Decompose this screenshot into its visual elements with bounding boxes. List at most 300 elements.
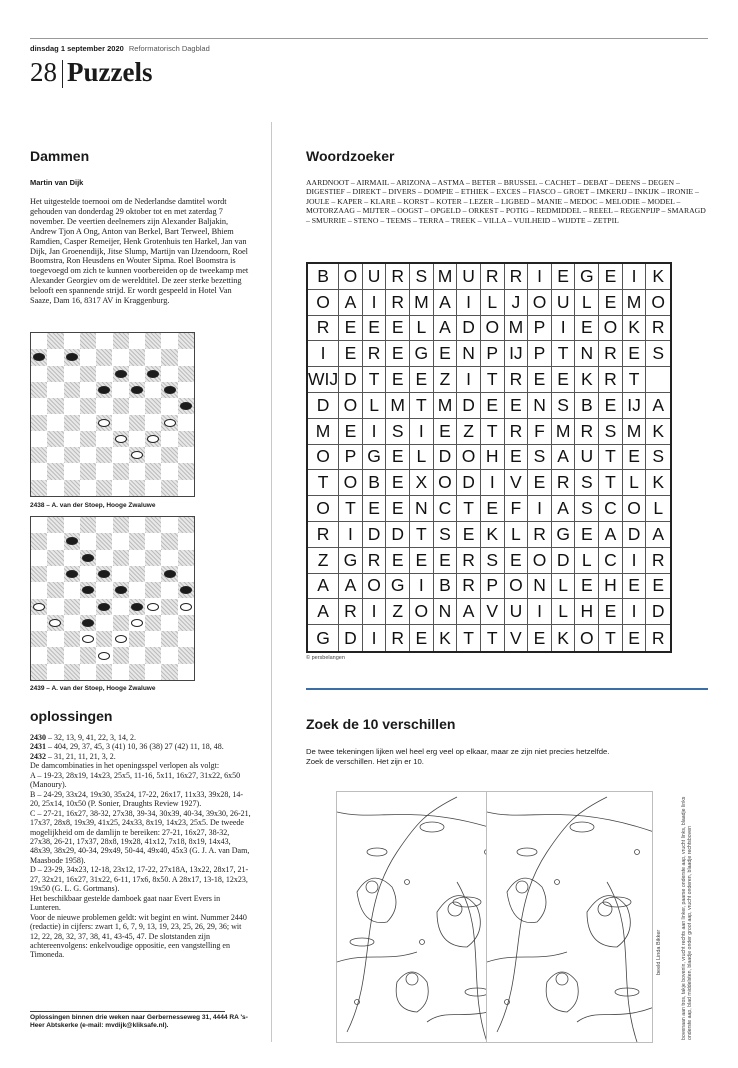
grid-cell[interactable]: T (552, 341, 576, 367)
grid-cell[interactable]: S (575, 496, 599, 522)
grid-cell[interactable]: B (363, 470, 387, 496)
grid-cell[interactable]: E (646, 574, 670, 600)
grid-cell[interactable]: A (646, 393, 670, 419)
grid-cell[interactable]: E (528, 625, 552, 651)
grid-cell[interactable]: K (646, 264, 670, 290)
grid-cell[interactable]: G (308, 625, 339, 651)
grid-cell[interactable]: V (505, 625, 529, 651)
grid-cell[interactable]: T (363, 367, 387, 393)
board-square (96, 582, 112, 598)
board-square (178, 447, 194, 463)
grid-cell[interactable]: S (434, 522, 458, 548)
board-square (129, 333, 145, 349)
grid-cell[interactable]: D (434, 445, 458, 471)
grid-cell[interactable]: O (528, 290, 552, 316)
grid-cell[interactable]: M (434, 264, 458, 290)
grid-cell[interactable]: O (481, 316, 505, 342)
grid-cell[interactable]: S (481, 548, 505, 574)
board-square (145, 582, 161, 598)
grid-cell[interactable]: L (575, 548, 599, 574)
black-piece (98, 603, 110, 611)
board-square (161, 533, 177, 549)
board-square (161, 582, 177, 598)
grid-cell[interactable]: M (308, 419, 339, 445)
grid-cell[interactable]: R (528, 522, 552, 548)
grid-cell[interactable]: E (434, 548, 458, 574)
board-square (113, 599, 129, 615)
solution-paragraph: A – 19-23, 28x19, 14x23, 25x5, 11-16, 5x11, 16x27, 31x22, 6x50 (Manoury). (30, 770, 241, 790)
grid-cell[interactable]: A (457, 599, 481, 625)
grid-cell[interactable]: M (623, 419, 647, 445)
grid-cell[interactable]: N (434, 599, 458, 625)
grid-cell[interactable]: Z (386, 599, 410, 625)
grid-cell[interactable]: I (308, 341, 339, 367)
grid-cell[interactable]: O (339, 264, 363, 290)
grid-cell[interactable]: T (457, 496, 481, 522)
grid-cell[interactable]: E (599, 264, 623, 290)
page-number: 28 (30, 57, 57, 87)
grid-cell[interactable]: E (505, 548, 529, 574)
grid-cell[interactable]: U (552, 290, 576, 316)
board-square (161, 664, 177, 680)
grid-cell[interactable]: I (410, 419, 434, 445)
board-square (64, 582, 80, 598)
grid-cell[interactable]: D (646, 599, 670, 625)
grid-cell[interactable]: T (623, 367, 647, 393)
grid-cell[interactable]: E (457, 522, 481, 548)
board-square (47, 480, 63, 496)
grid-cell[interactable]: P (528, 316, 552, 342)
grid-cell[interactable]: E (434, 341, 458, 367)
grid-cell[interactable]: E (386, 445, 410, 471)
grid-cell[interactable]: M (434, 393, 458, 419)
grid-cell[interactable]: R (386, 264, 410, 290)
board-square (129, 582, 145, 598)
grid-cell[interactable]: N (575, 341, 599, 367)
header-dateline (30, 44, 210, 53)
board-square (113, 615, 129, 631)
grid-cell[interactable]: T (599, 470, 623, 496)
grid-cell[interactable]: R (457, 548, 481, 574)
grid-cell[interactable]: X (410, 470, 434, 496)
board-square (96, 480, 112, 496)
header-publication: Reformatorisch Dagblad (128, 44, 210, 53)
grid-cell[interactable]: H (481, 445, 505, 471)
grid-cell[interactable]: R (308, 316, 339, 342)
grid-cell[interactable]: K (646, 470, 670, 496)
board-square (145, 463, 161, 479)
grid-cell[interactable]: E (505, 445, 529, 471)
board-square (31, 398, 47, 414)
grid-cell[interactable]: K (575, 367, 599, 393)
grid-cell[interactable]: O (599, 316, 623, 342)
grid-cell[interactable]: O (339, 393, 363, 419)
grid-cell[interactable]: Z (434, 367, 458, 393)
grid-cell[interactable]: E (599, 599, 623, 625)
drawing-left[interactable] (336, 791, 503, 1043)
grid-cell[interactable]: Z (308, 548, 339, 574)
grid-cell[interactable]: A (339, 574, 363, 600)
grid-cell[interactable]: A (434, 316, 458, 342)
board-square (145, 382, 161, 398)
grid-cell[interactable]: R (599, 367, 623, 393)
solutions-title: oplossingen (30, 708, 113, 724)
grid-cell[interactable]: M (552, 419, 576, 445)
grid-cell[interactable]: D (457, 470, 481, 496)
grid-cell[interactable]: R (505, 367, 529, 393)
grid-cell[interactable]: H (599, 574, 623, 600)
grid-cell[interactable]: I (481, 470, 505, 496)
grid-cell[interactable]: N (457, 341, 481, 367)
grid-cell[interactable]: A (552, 496, 576, 522)
grid-cell[interactable]: I (552, 316, 576, 342)
board-square (31, 647, 47, 663)
grid-cell[interactable]: K (434, 625, 458, 651)
board-square (129, 431, 145, 447)
grid-cell[interactable]: E (575, 316, 599, 342)
board-square (80, 447, 96, 463)
grid-cell[interactable]: E (528, 367, 552, 393)
grid-cell[interactable]: M (410, 290, 434, 316)
grid-cell[interactable]: J (505, 290, 529, 316)
grid-cell[interactable]: L (623, 470, 647, 496)
grid-cell[interactable]: K (552, 625, 576, 651)
grid-cell[interactable]: R (481, 264, 505, 290)
monkey-jungle-illustration-right (487, 792, 653, 1043)
grid-cell[interactable]: O (528, 548, 552, 574)
grid-cell[interactable]: D (386, 522, 410, 548)
grid-cell[interactable]: A (308, 574, 339, 600)
grid-cell[interactable]: A (552, 445, 576, 471)
board-square (129, 415, 145, 431)
grid-cell[interactable]: E (386, 470, 410, 496)
grid-cell[interactable]: K (481, 522, 505, 548)
board-square (47, 463, 63, 479)
white-piece (131, 619, 143, 627)
grid-cell[interactable]: IJ (505, 341, 529, 367)
grid-cell[interactable]: G (339, 548, 363, 574)
grid-cell[interactable]: I (623, 599, 647, 625)
grid-cell[interactable]: E (599, 393, 623, 419)
grid-cell[interactable]: L (646, 496, 670, 522)
grid-cell[interactable]: R (646, 316, 670, 342)
grid-cell[interactable]: E (481, 496, 505, 522)
grid-cell[interactable]: D (308, 393, 339, 419)
grid-cell[interactable]: Z (457, 419, 481, 445)
grid-cell[interactable]: D (457, 393, 481, 419)
grid-cell[interactable]: O (646, 290, 670, 316)
grid-cell[interactable]: M (623, 290, 647, 316)
grid-cell[interactable]: D (339, 367, 363, 393)
grid-cell[interactable]: K (646, 419, 670, 445)
grid-cell[interactable]: O (410, 599, 434, 625)
grid-cell[interactable]: O (505, 574, 529, 600)
grid-cell[interactable]: L (552, 574, 576, 600)
board-square (161, 647, 177, 663)
grid-cell[interactable]: D (552, 548, 576, 574)
grid-cell[interactable]: E (410, 548, 434, 574)
grid-cell[interactable]: R (646, 548, 670, 574)
grid-cell[interactable]: O (434, 470, 458, 496)
grid-cell[interactable]: F (505, 496, 529, 522)
grid-cell[interactable]: O (623, 496, 647, 522)
board-square (47, 647, 63, 663)
grid-cell[interactable]: V (481, 599, 505, 625)
board-square (47, 447, 63, 463)
board-square (64, 599, 80, 615)
board-square (64, 664, 80, 680)
grid-cell[interactable]: A (339, 290, 363, 316)
grid-cell[interactable]: S (410, 264, 434, 290)
grid-cell[interactable]: A (646, 522, 670, 548)
grid-cell[interactable]: S (386, 419, 410, 445)
board-square (113, 463, 129, 479)
grid-cell[interactable]: R (457, 574, 481, 600)
grid-cell[interactable]: N (528, 393, 552, 419)
grid-cell[interactable]: T (308, 470, 339, 496)
grid-cell[interactable]: E (363, 496, 387, 522)
board-square (31, 431, 47, 447)
grid-cell[interactable]: E (599, 290, 623, 316)
grid-cell[interactable]: I (457, 290, 481, 316)
grid-cell[interactable]: H (575, 599, 599, 625)
grid-cell[interactable]: E (528, 470, 552, 496)
grid-cell[interactable]: E (339, 341, 363, 367)
board-square (178, 431, 194, 447)
grid-cell[interactable]: R (363, 548, 387, 574)
solution-line: 2432 – 31, 21, 11, 21, 3, 2. (30, 751, 116, 761)
black-piece (98, 570, 110, 578)
grid-cell[interactable]: E (386, 367, 410, 393)
grid-cell[interactable]: T (457, 625, 481, 651)
grid-cell[interactable]: U (575, 445, 599, 471)
grid-cell[interactable]: O (308, 445, 339, 471)
grid-cell[interactable]: S (575, 470, 599, 496)
grid-cell[interactable]: E (505, 393, 529, 419)
board-square (178, 631, 194, 647)
grid-cell[interactable] (646, 367, 670, 393)
board-square (113, 447, 129, 463)
grid-cell[interactable]: G (575, 264, 599, 290)
grid-cell[interactable]: V (505, 470, 529, 496)
grid-cell[interactable]: T (599, 445, 623, 471)
board-square (64, 615, 80, 631)
grid-cell[interactable]: S (646, 341, 670, 367)
grid-cell[interactable]: I (623, 548, 647, 574)
grid-cell[interactable]: I (363, 290, 387, 316)
grid-cell[interactable]: R (386, 290, 410, 316)
grid-cell[interactable]: S (528, 445, 552, 471)
grid-cell[interactable]: I (528, 599, 552, 625)
grid-cell[interactable]: O (308, 496, 339, 522)
board-square (96, 615, 112, 631)
board-square (96, 366, 112, 382)
grid-cell[interactable]: U (457, 264, 481, 290)
grid-cell[interactable]: T (481, 419, 505, 445)
board-square (129, 517, 145, 533)
grid-cell[interactable]: P (481, 574, 505, 600)
grid-cell[interactable]: O (339, 470, 363, 496)
grid-cell[interactable]: L (505, 522, 529, 548)
grid-cell[interactable]: E (339, 419, 363, 445)
board-square (113, 517, 129, 533)
board-square (161, 615, 177, 631)
white-piece (33, 603, 45, 611)
grid-cell[interactable]: B (308, 264, 339, 290)
grid-cell[interactable]: G (410, 341, 434, 367)
grid-cell[interactable]: E (410, 367, 434, 393)
grid-cell[interactable]: L (575, 290, 599, 316)
grid-cell[interactable]: S (646, 445, 670, 471)
draughts-board-2439 (30, 516, 195, 681)
grid-cell[interactable]: T (481, 625, 505, 651)
grid-cell[interactable]: R (505, 419, 529, 445)
grid-cell[interactable]: L (552, 599, 576, 625)
grid-cell[interactable]: T (481, 367, 505, 393)
grid-cell[interactable]: E (386, 341, 410, 367)
grid-cell[interactable]: E (623, 574, 647, 600)
grid-cell[interactable]: R (339, 599, 363, 625)
grid-cell[interactable]: D (339, 625, 363, 651)
drawing-right[interactable] (486, 791, 653, 1043)
grid-cell[interactable]: T (410, 522, 434, 548)
board-square (47, 517, 63, 533)
grid-cell[interactable]: A (599, 522, 623, 548)
white-piece (98, 652, 110, 660)
grid-cell[interactable]: A (308, 599, 339, 625)
grid-cell[interactable]: G (386, 574, 410, 600)
board-square (64, 431, 80, 447)
grid-cell[interactable]: N (410, 496, 434, 522)
grid-cell[interactable]: B (434, 574, 458, 600)
wordsearch-wordlist: AARDNOOT – AIRMAIL – ARIZONA – ASTMA – BETER – BRUSSEL – CACHET – DEBAT – DEENS – DEGEN – DIGESTIEF – DIREKT – DIVERS – DOMPIE – ETHIEK – EXCES – FIASCO – GROET – IMKERIJ – INKIJK – IRONIE – JOULE – KAPER – KLARE – KORST – KOTER – LEZER – LIGBED – MANIE – MEDOC – MELODIE – MODEL – MOTORZAAG – MIJTER – OOGST – OPGELD – ORKEST – POTIG – REDMIDDEL – REEEL – REGENPIJP – SMARAGD – SMURRIE – STENO – TEEMS – TERRA – TREEK – VILLA – VUILHEID – WIJDTE – ZETPIL (306, 178, 706, 225)
grid-cell[interactable]: P (481, 341, 505, 367)
board-square (47, 333, 63, 349)
grid-cell[interactable]: C (434, 496, 458, 522)
solutions-text (30, 733, 252, 960)
grid-cell[interactable]: E (386, 316, 410, 342)
board-square (31, 582, 47, 598)
board-square (161, 447, 177, 463)
grid-cell[interactable]: E (575, 574, 599, 600)
board-square (64, 398, 80, 414)
grid-cell[interactable]: E (623, 625, 647, 651)
grid-cell[interactable]: WIJ (308, 367, 339, 393)
grid-cell[interactable]: E (623, 445, 647, 471)
grid-cell[interactable]: T (599, 625, 623, 651)
grid-cell[interactable]: E (363, 316, 387, 342)
solution-paragraph: Voor de nieuwe problemen geldt: wit begint en wint. Nummer 2440 (redactie) in cijfers: zwart 1, 6, 7, 9, 13, 19, 23, 25, 26, 29, 36; wit 12, 22, 28, 32, 37, 38, 41, 43-45, 47. De slotstanden zijn achtereenvolgens: enkelvoudige oppositie, een vangstelling en Timoneda. (30, 912, 247, 960)
grid-cell[interactable]: C (599, 496, 623, 522)
grid-cell[interactable]: I (457, 367, 481, 393)
grid-cell[interactable]: IJ (623, 393, 647, 419)
grid-cell[interactable]: R (363, 341, 387, 367)
grid-cell[interactable]: I (339, 522, 363, 548)
grid-cell[interactable]: E (552, 367, 576, 393)
grid-cell[interactable]: R (386, 625, 410, 651)
grid-cell[interactable]: A (434, 290, 458, 316)
grid-cell[interactable]: M (505, 316, 529, 342)
solutions-footer: Oplossingen binnen drie weken naar Gerbernesseweg 31, 4444 RA 's-Heer Abtskerke (e-mail: mvdijk@kliksafe.nl). (30, 1014, 248, 1030)
grid-cell[interactable]: E (575, 522, 599, 548)
grid-cell[interactable]: I (363, 419, 387, 445)
grid-cell[interactable]: O (457, 445, 481, 471)
grid-cell[interactable]: E (410, 625, 434, 651)
grid-cell[interactable]: B (575, 393, 599, 419)
grid-cell[interactable]: R (575, 419, 599, 445)
solution-line: 2430 – 32, 13, 9, 41, 22, 3, 14, 2. (30, 733, 136, 742)
grid-cell[interactable]: L (410, 445, 434, 471)
grid-cell[interactable]: L (363, 393, 387, 419)
grid-cell[interactable]: R (308, 522, 339, 548)
grid-cell[interactable]: S (552, 393, 576, 419)
grid-cell[interactable]: G (363, 445, 387, 471)
grid-cell[interactable]: U (363, 264, 387, 290)
grid-cell[interactable]: F (528, 419, 552, 445)
grid-cell[interactable]: R (651, 627, 665, 648)
grid-cell[interactable]: N (528, 574, 552, 600)
grid-cell[interactable]: E (434, 419, 458, 445)
grid-cell[interactable]: D (623, 522, 647, 548)
grid-cell[interactable]: E (623, 341, 647, 367)
grid-cell[interactable]: U (505, 599, 529, 625)
board-square (47, 398, 63, 414)
grid-cell[interactable]: L (481, 290, 505, 316)
board-square (80, 480, 96, 496)
grid-cell[interactable]: E (481, 393, 505, 419)
grid-cell[interactable]: I (528, 264, 552, 290)
grid-cell[interactable]: O (308, 290, 339, 316)
grid-cell[interactable]: G (552, 522, 576, 548)
grid-cell[interactable]: O (363, 574, 387, 600)
grid-cell[interactable]: I (363, 625, 387, 651)
grid-cell[interactable]: T (410, 393, 434, 419)
grid-cell[interactable]: I (363, 599, 387, 625)
board-square (113, 349, 129, 365)
board-square (161, 463, 177, 479)
grid-cell[interactable]: D (363, 522, 387, 548)
board-square (113, 664, 129, 680)
grid-cell[interactable]: D (457, 316, 481, 342)
board-square (80, 533, 96, 549)
grid-cell[interactable]: I (623, 264, 647, 290)
grid-cell[interactable]: O (575, 625, 599, 651)
grid-cell[interactable]: I (528, 496, 552, 522)
board-square (113, 566, 129, 582)
grid-cell[interactable]: E (339, 316, 363, 342)
grid-cell[interactable]: I (410, 574, 434, 600)
grid-cell[interactable]: E (552, 264, 576, 290)
grid-cell[interactable]: R (505, 264, 529, 290)
grid-cell[interactable]: R (552, 470, 576, 496)
grid-cell[interactable]: R (599, 341, 623, 367)
grid-cell[interactable]: K (623, 316, 647, 342)
grid-cell[interactable]: M (386, 393, 410, 419)
board-square (161, 333, 177, 349)
grid-cell[interactable]: P (528, 341, 552, 367)
grid-cell[interactable]: E (386, 496, 410, 522)
board-square (64, 517, 80, 533)
grid-cell[interactable]: C (599, 548, 623, 574)
grid-cell[interactable]: P (339, 445, 363, 471)
board-square (47, 631, 63, 647)
grid-cell[interactable]: E (386, 548, 410, 574)
grid-cell[interactable]: T (339, 496, 363, 522)
board-square (31, 480, 47, 496)
grid-cell[interactable]: S (599, 419, 623, 445)
board-square (129, 533, 145, 549)
grid-cell[interactable]: L (410, 316, 434, 342)
